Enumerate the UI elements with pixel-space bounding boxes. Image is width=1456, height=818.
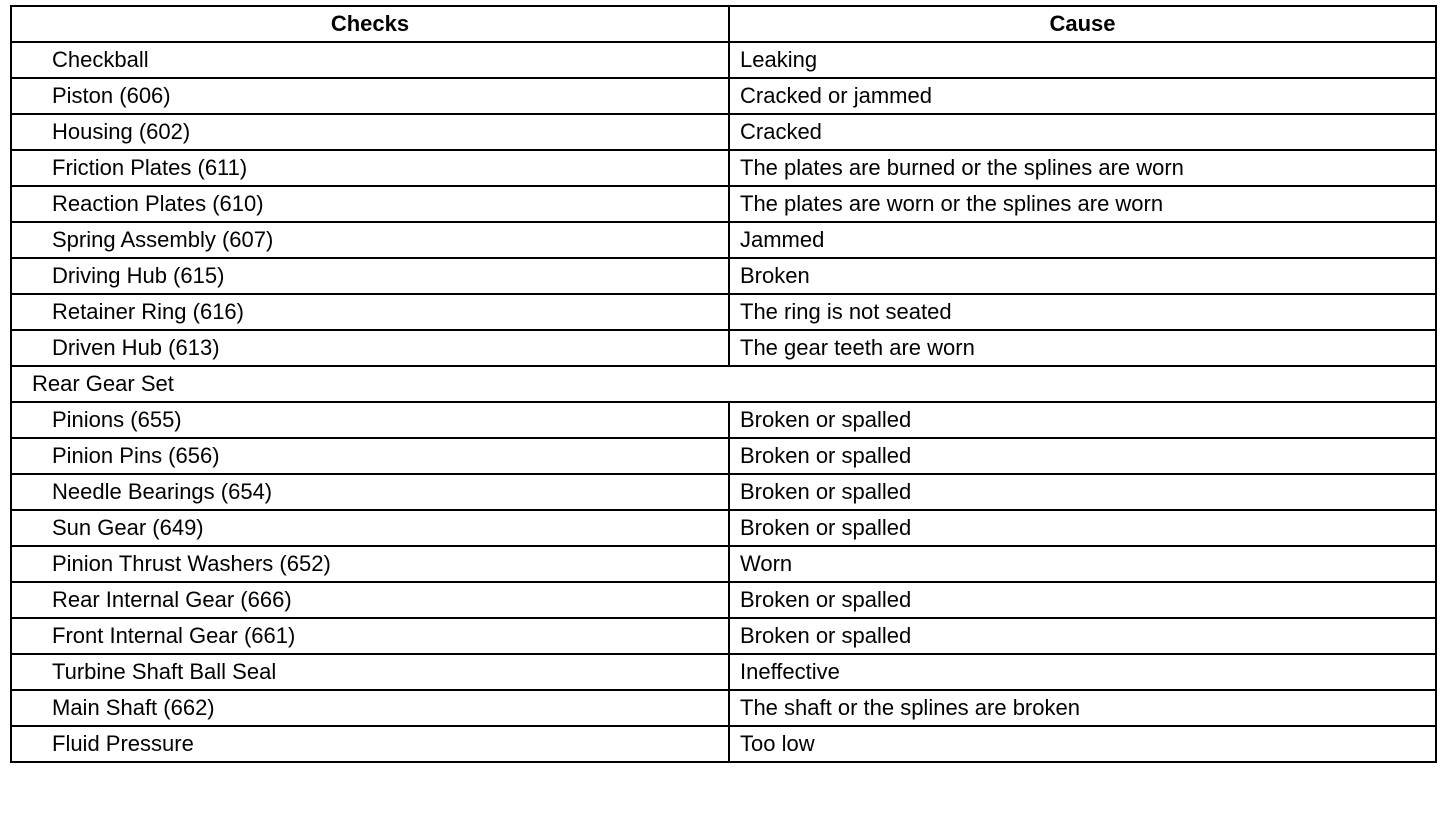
cause-cell: Broken or spalled (729, 618, 1436, 654)
table-row (11, 690, 1436, 726)
section-label: Rear Gear Set (11, 366, 1436, 402)
table-row (11, 222, 1436, 258)
cause-cell: The shaft or the splines are broken (729, 690, 1436, 726)
check-cell: Sun Gear (649) (11, 510, 729, 546)
table-row (11, 42, 1436, 78)
table-row (11, 186, 1436, 222)
table-row (11, 726, 1436, 762)
cause-cell: Broken or spalled (729, 582, 1436, 618)
table-row (11, 258, 1436, 294)
check-cell: Driven Hub (613) (11, 330, 729, 366)
cause-cell: Broken or spalled (729, 402, 1436, 438)
table-row (11, 510, 1436, 546)
cause-cell: Cracked or jammed (729, 78, 1436, 114)
cause-cell: The plates are burned or the splines are worn (729, 150, 1436, 186)
check-cell: Reaction Plates (610) (11, 186, 729, 222)
check-cell: Friction Plates (611) (11, 150, 729, 186)
table-row (11, 474, 1436, 510)
table-row (11, 294, 1436, 330)
cause-cell: Leaking (729, 42, 1436, 78)
check-cell: Pinion Pins (656) (11, 438, 729, 474)
check-cell: Pinions (655) (11, 402, 729, 438)
check-cell: Spring Assembly (607) (11, 222, 729, 258)
cause-cell: Worn (729, 546, 1436, 582)
check-cell: Housing (602) (11, 114, 729, 150)
section-row (11, 366, 1436, 402)
check-cell: Retainer Ring (616) (11, 294, 729, 330)
cause-cell: The gear teeth are worn (729, 330, 1436, 366)
check-cell: Turbine Shaft Ball Seal (11, 654, 729, 690)
check-cell: Needle Bearings (654) (11, 474, 729, 510)
check-cell: Piston (606) (11, 78, 729, 114)
table-row (11, 438, 1436, 474)
cause-column-header: Cause (729, 6, 1436, 42)
table-row (11, 150, 1436, 186)
cause-cell: Broken or spalled (729, 474, 1436, 510)
cause-cell: Broken or spalled (729, 510, 1436, 546)
table-row (11, 78, 1436, 114)
cause-cell: The ring is not seated (729, 294, 1436, 330)
table-row (11, 114, 1436, 150)
checks-column-header: Checks (11, 6, 729, 42)
cause-cell: Ineffective (729, 654, 1436, 690)
cause-cell: Cracked (729, 114, 1436, 150)
table-row (11, 582, 1436, 618)
check-cell: Fluid Pressure (11, 726, 729, 762)
cause-cell: Broken or spalled (729, 438, 1436, 474)
cause-cell: The plates are worn or the splines are worn (729, 186, 1436, 222)
check-cell: Front Internal Gear (661) (11, 618, 729, 654)
table-row (11, 330, 1436, 366)
table-row (11, 618, 1436, 654)
check-cell: Driving Hub (615) (11, 258, 729, 294)
check-cell: Main Shaft (662) (11, 690, 729, 726)
check-cell: Rear Internal Gear (666) (11, 582, 729, 618)
table-row (11, 402, 1436, 438)
check-cell: Checkball (11, 42, 729, 78)
table-row (11, 654, 1436, 690)
table-header-row (11, 6, 1436, 42)
cause-cell: Broken (729, 258, 1436, 294)
check-cell: Pinion Thrust Washers (652) (11, 546, 729, 582)
diagnosis-table (10, 5, 1437, 763)
cause-cell: Too low (729, 726, 1436, 762)
cause-cell: Jammed (729, 222, 1436, 258)
table-row (11, 546, 1436, 582)
